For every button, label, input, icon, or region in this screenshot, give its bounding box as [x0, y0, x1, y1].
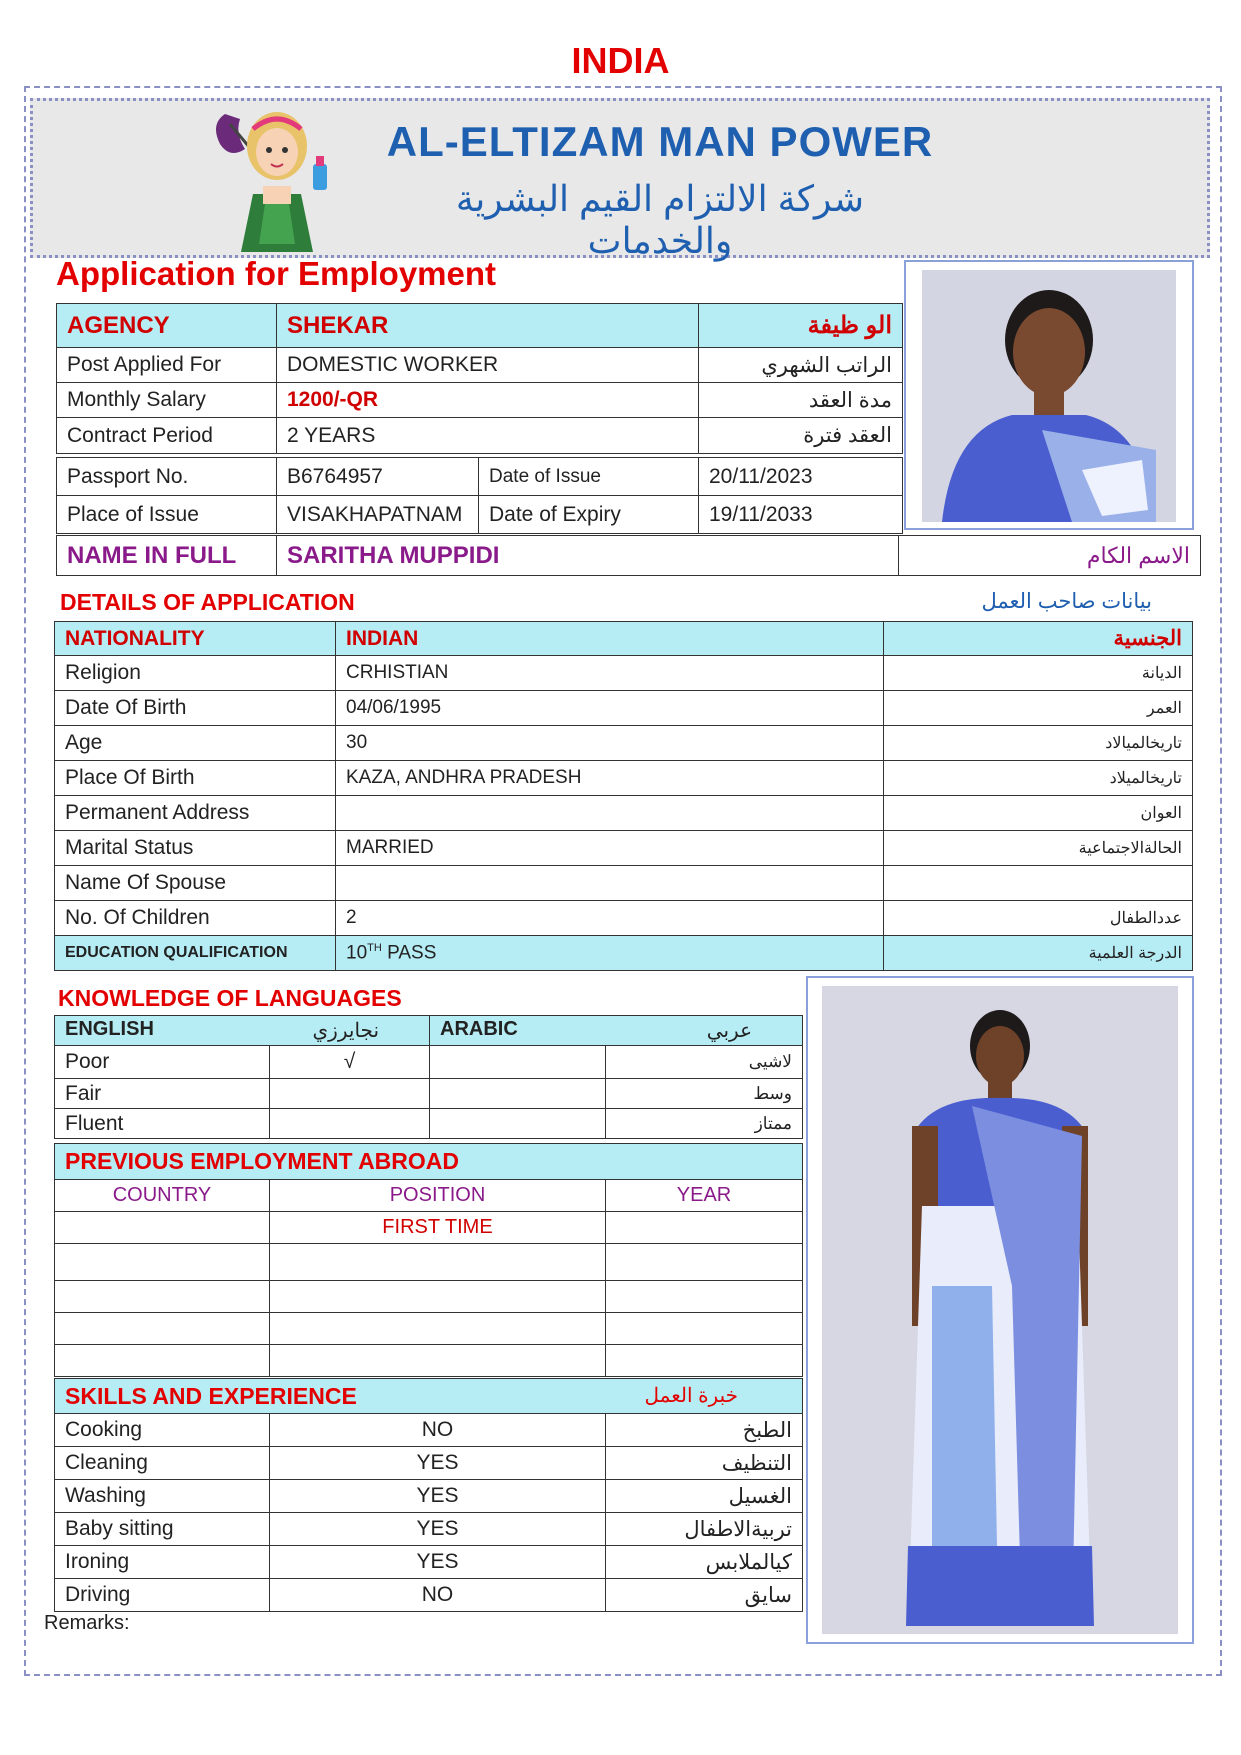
- year-column-header: YEAR: [606, 1180, 803, 1212]
- skills-section-header: [55, 1379, 803, 1414]
- washing-label: Washing: [55, 1480, 270, 1513]
- baby-sitting-value: YES: [270, 1513, 606, 1546]
- age-label-arabic: تاريخالميالاد: [884, 726, 1193, 761]
- passport-no-value: B6764957: [277, 458, 479, 496]
- washing-label-arabic: الغسيل: [606, 1480, 803, 1513]
- fluent-label-arabic: ممتاز: [606, 1109, 803, 1139]
- dob-value: 04/06/1995: [336, 691, 884, 726]
- table-row: [55, 1281, 270, 1313]
- country-heading: INDIA: [571, 40, 670, 81]
- position-column-header: POSITION: [270, 1180, 606, 1212]
- ironing-label: Ironing: [55, 1546, 270, 1579]
- fair-arabic-mark: [430, 1079, 606, 1109]
- dob-label: Date Of Birth: [55, 691, 336, 726]
- baby-sitting-label: Baby sitting: [55, 1513, 270, 1546]
- job-info-table: [56, 303, 903, 454]
- passport-no-label: Passport No.: [57, 458, 277, 496]
- details-section-title: DETAILS OF APPLICATION: [60, 589, 355, 615]
- address-value: [336, 796, 884, 831]
- nationality-label: NATIONALITY: [55, 622, 336, 656]
- full-name-value: SARITHA MUPPIDI: [277, 536, 899, 576]
- cooking-value: NO: [270, 1414, 606, 1447]
- arabic-header: ARABIC عربي: [430, 1016, 803, 1046]
- spouse-label: Name Of Spouse: [55, 866, 336, 901]
- ironing-label-arabic: كيالملابس: [606, 1546, 803, 1579]
- full-name-table: [56, 535, 1201, 576]
- maid-logo-icon: [205, 104, 340, 254]
- table-row: [55, 1313, 270, 1345]
- children-label-arabic: عددالطفال: [884, 901, 1193, 936]
- languages-section-title: KNOWLEDGE OF LANGUAGES: [58, 985, 402, 1011]
- driving-label-arabic: سايق: [606, 1579, 803, 1612]
- marital-status-value: MARRIED: [336, 831, 884, 866]
- nationality-label-arabic: الجنسية: [884, 622, 1193, 656]
- poor-label: Poor: [55, 1046, 270, 1079]
- skills-section-title: SKILLS AND EXPERIENCE: [65, 1382, 357, 1409]
- cooking-label-arabic: الطبخ: [606, 1414, 803, 1447]
- poor-label-arabic: لاشيى: [606, 1046, 803, 1079]
- salary-label: Monthly Salary: [57, 383, 277, 418]
- age-label: Age: [55, 726, 336, 761]
- skills-table: [54, 1378, 803, 1612]
- driving-value: NO: [270, 1579, 606, 1612]
- place-of-issue-value: VISAKHAPATNAM: [277, 496, 479, 534]
- previous-section-title: PREVIOUS EMPLOYMENT ABROAD: [55, 1144, 803, 1180]
- english-header: ENGLISH نجايرزي: [55, 1016, 430, 1046]
- education-label-arabic: الدرجة العلمية: [884, 936, 1193, 971]
- poor-english-mark: √: [270, 1046, 430, 1079]
- salary-label-arabic: مدة العقد: [699, 383, 903, 418]
- marital-status-label: Marital Status: [55, 831, 336, 866]
- cleaning-label: Cleaning: [55, 1447, 270, 1480]
- company-name-arabic: شركة الالتزام القيم البشرية والخدمات: [455, 178, 865, 261]
- page-title: Application for Employment: [56, 255, 497, 292]
- contract-value: 2 YEARS: [277, 418, 699, 454]
- religion-label-arabic: الديانة: [884, 656, 1193, 691]
- post-label: Post Applied For: [57, 348, 277, 383]
- fair-label: Fair: [55, 1079, 270, 1109]
- driving-label: Driving: [55, 1579, 270, 1612]
- fluent-label: Fluent: [55, 1109, 270, 1139]
- education-label: EDUCATION QUALIFICATION: [55, 936, 336, 971]
- salary-value: 1200/-QR: [277, 383, 699, 418]
- expiry-date-value: 19/11/2033: [699, 496, 903, 534]
- full-name-label: NAME IN FULL: [57, 536, 277, 576]
- post-value: DOMESTIC WORKER: [277, 348, 699, 383]
- skills-section-title-arabic: خبرة العمل: [644, 1384, 738, 1407]
- table-row: [55, 1345, 270, 1377]
- country-column-header: COUNTRY: [55, 1180, 270, 1212]
- first-time-value: FIRST TIME: [270, 1212, 606, 1244]
- cooking-label: Cooking: [55, 1414, 270, 1447]
- table-row: [606, 1212, 803, 1244]
- address-label-arabic: العوان: [884, 796, 1193, 831]
- address-label: Permanent Address: [55, 796, 336, 831]
- spouse-value: [336, 866, 884, 901]
- religion-value: CRHISTIAN: [336, 656, 884, 691]
- applicant-portrait-frame: [904, 260, 1194, 530]
- table-row: [55, 1244, 270, 1281]
- company-name: AL-ELTIZAM MAN POWER: [386, 118, 934, 165]
- table-row: [55, 1212, 270, 1244]
- place-of-birth-label: Place Of Birth: [55, 761, 336, 796]
- issue-date-label: Date of Issue: [479, 458, 699, 496]
- contract-label: Contract Period: [57, 418, 277, 454]
- fluent-arabic-mark: [430, 1109, 606, 1139]
- agency-label-arabic: الو ظيفة: [699, 304, 903, 348]
- nationality-value: INDIAN: [336, 622, 884, 656]
- fair-english-mark: [270, 1079, 430, 1109]
- spouse-label-arabic: [884, 866, 1193, 901]
- applicant-full-photo: [822, 986, 1178, 1634]
- fair-label-arabic: وسط: [606, 1079, 803, 1109]
- children-label: No. Of Children: [55, 901, 336, 936]
- applicant-portrait-photo: [922, 270, 1176, 522]
- expiry-date-label: Date of Expiry: [479, 496, 699, 534]
- dob-label-arabic: العمر: [884, 691, 1193, 726]
- age-value: 30: [336, 726, 884, 761]
- details-section-title-arabic: بيانات صاحب العمل: [981, 590, 1152, 613]
- religion-label: Religion: [55, 656, 336, 691]
- details-table: [54, 621, 1193, 971]
- contract-label-arabic: العقد فترة: [699, 418, 903, 454]
- fluent-english-mark: [270, 1109, 430, 1139]
- ironing-value: YES: [270, 1546, 606, 1579]
- washing-value: YES: [270, 1480, 606, 1513]
- full-name-label-arabic: الاسم الكام: [899, 536, 1201, 576]
- education-value: 10TH PASS: [336, 936, 884, 971]
- applicant-full-photo-frame: [806, 976, 1194, 1644]
- agency-label: AGENCY: [57, 304, 277, 348]
- marital-status-label-arabic: الحالةالاجتماعية: [884, 831, 1193, 866]
- cleaning-value: YES: [270, 1447, 606, 1480]
- poor-arabic-mark: [430, 1046, 606, 1079]
- remarks-label: Remarks:: [44, 1612, 130, 1634]
- cleaning-label-arabic: التنظيف: [606, 1447, 803, 1480]
- post-label-arabic: الراتب الشهري: [699, 348, 903, 383]
- baby-sitting-label-arabic: تربيةالاطفال: [606, 1513, 803, 1546]
- place-of-issue-label: Place of Issue: [57, 496, 277, 534]
- passport-table: [56, 457, 903, 534]
- issue-date-value: 20/11/2023: [699, 458, 903, 496]
- children-value: 2: [336, 901, 884, 936]
- previous-employment-table: [54, 1143, 803, 1377]
- place-of-birth-value: KAZA, ANDHRA PRADESH: [336, 761, 884, 796]
- place-of-birth-label-arabic: تاريخالميلاد: [884, 761, 1193, 796]
- languages-table: [54, 1015, 803, 1139]
- agency-value: SHEKAR: [277, 304, 699, 348]
